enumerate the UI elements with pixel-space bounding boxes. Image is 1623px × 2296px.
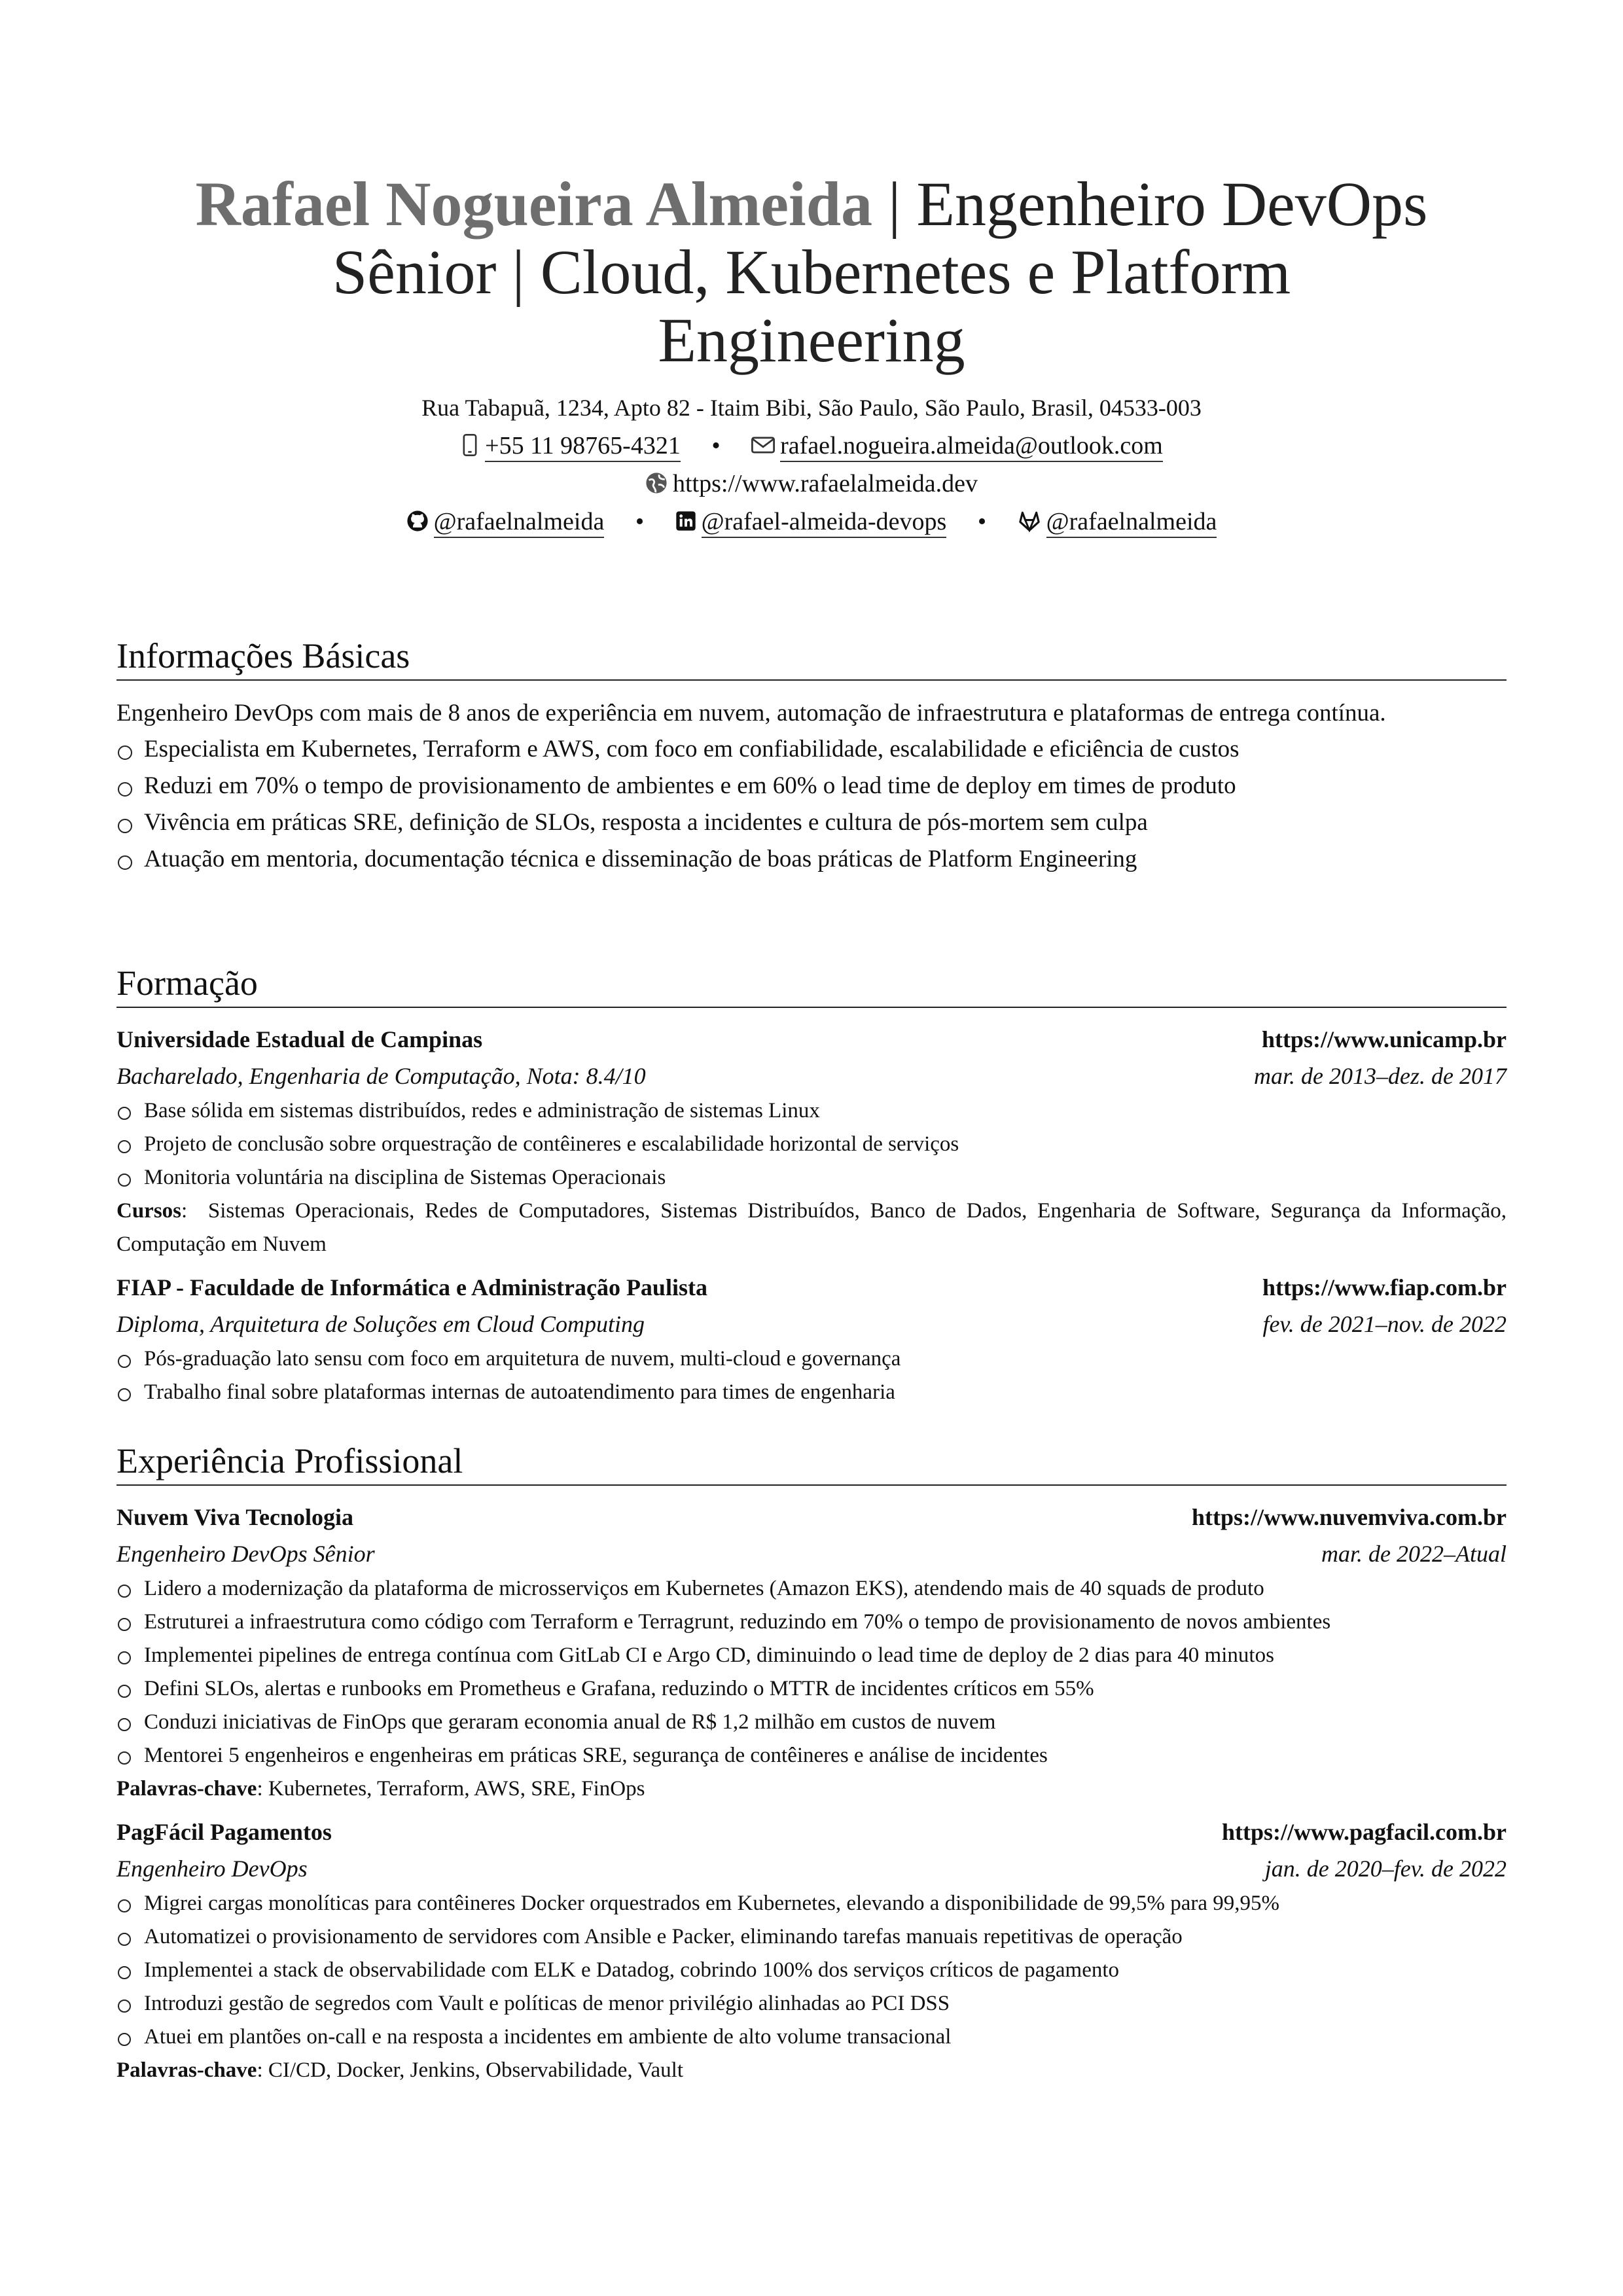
linkedin-icon bbox=[675, 510, 696, 532]
keywords-value: Kubernetes, Terraform, AWS, SRE, FinOps bbox=[268, 1777, 645, 1801]
candidate-name: Rafael Nogueira Almeida bbox=[195, 169, 873, 239]
date-range: mar. de 2022–Atual bbox=[1321, 1541, 1507, 1567]
company-name: Nuvem Viva Tecnologia bbox=[116, 1504, 354, 1530]
section-title: Formação bbox=[116, 962, 1507, 1008]
company-url[interactable]: https://www.pagfacil.com.br bbox=[1222, 1819, 1507, 1845]
degree: Diploma, Arquitetura de Soluções em Cloud Computing bbox=[116, 1311, 645, 1337]
keywords-label: Palavras-chave bbox=[116, 1777, 257, 1801]
email-link[interactable]: rafael.nogueira.almeida@outlook.com bbox=[780, 432, 1163, 462]
list-item: Conduzi iniciativas de FinOps que geraram economia anual de R$ 1,2 milhão em custos de nuvem bbox=[116, 1706, 1507, 1739]
date-range: fev. de 2021–nov. de 2022 bbox=[1262, 1311, 1507, 1337]
list-item: Vivência em práticas SRE, definição de SLOs, resposta a incidentes e cultura de pós-mortem sem culpa bbox=[116, 804, 1507, 841]
section-title: Informações Básicas bbox=[116, 635, 1507, 681]
contact-line-1 bbox=[0, 427, 1623, 465]
summary-text: Engenheiro DevOps com mais de 8 anos de experiência em nuvem, automação de infraestrutura e plataformas de entrega contínua. bbox=[116, 700, 1386, 726]
institution-name: Universidade Estadual de Campinas bbox=[116, 1026, 483, 1052]
institution-url[interactable]: https://www.unicamp.br bbox=[1261, 1026, 1507, 1052]
keywords-value: CI/CD, Docker, Jenkins, Observabilidade, Vault bbox=[268, 2058, 683, 2082]
list-item: Implementei a stack de observabilidade com ELK e Datadog, cobrindo 100% dos serviços críticos de pagamento bbox=[116, 1954, 1507, 1987]
experience-entry bbox=[116, 1814, 1507, 2087]
degree: Bacharelado, Engenharia de Computação, Nota: 8.4/10 bbox=[116, 1063, 646, 1089]
job-role: Engenheiro DevOps bbox=[116, 1856, 308, 1882]
institution-name: FIAP - Faculdade de Informática e Administração Paulista bbox=[116, 1274, 707, 1300]
list-item: Defini SLOs, alertas e runbooks em Prometheus e Grafana, reduzindo o MTTR de incidentes críticos em 55% bbox=[116, 1672, 1507, 1706]
list-item: Especialista em Kubernetes, Terraform e AWS, com foco em confiabilidade, escalabilidade e eficiência de custos bbox=[116, 731, 1507, 768]
keywords-label: Palavras-chave bbox=[116, 2058, 257, 2082]
section-basic-info bbox=[116, 635, 1507, 878]
address: Rua Tabapuã, 1234, Apto 82 - Itaim Bibi, São Paulo, São Paulo, Brasil, 04533-003 bbox=[421, 395, 1202, 421]
resume-header bbox=[0, 170, 1623, 541]
keywords: Palavras-chave: CI/CD, Docker, Jenkins, Observabilidade, Vault bbox=[116, 2058, 683, 2082]
contact-line-2 bbox=[0, 465, 1623, 503]
experience-bullets bbox=[116, 1572, 1507, 1772]
list-item: Atuei em plantões on-call e na resposta a incidentes em ambiente de alto volume transacional bbox=[116, 2020, 1507, 2054]
courses-label: Cursos bbox=[116, 1199, 182, 1223]
page-title bbox=[190, 170, 1433, 374]
list-item: Atuação em mentoria, documentação técnica e disseminação de boas práticas de Platform Engineering bbox=[116, 841, 1507, 878]
website-link[interactable]: https://www.rafaelalmeida.dev bbox=[672, 470, 978, 497]
education-bullets bbox=[116, 1342, 1507, 1409]
globe-icon bbox=[645, 472, 668, 494]
envelope-icon bbox=[751, 434, 775, 456]
education-entry bbox=[116, 1021, 1507, 1261]
section-title: Experiência Profissional bbox=[116, 1440, 1507, 1486]
phone-icon bbox=[460, 434, 480, 456]
section-experience bbox=[116, 1440, 1507, 2087]
list-item: Migrei cargas monolíticas para contêineres Docker orquestrados em Kubernetes, elevando a disponibilidade de 99,5% para 99,95% bbox=[116, 1887, 1507, 1920]
separator-dot: • bbox=[711, 432, 721, 459]
list-item: Introduzi gestão de segredos com Vault e políticas de menor privilégio alinhadas ao PCI DSS bbox=[116, 1987, 1507, 2020]
list-item: Reduzi em 70% o tempo de provisionamento de ambientes e em 60% o lead time de deploy em times de produto bbox=[116, 768, 1507, 804]
contact-line-3 bbox=[0, 503, 1623, 541]
list-item: Estruturei a infraestrutura como código com Terraform e Terragrunt, reduzindo em 70% o tempo de provisionamento de novos ambientes bbox=[116, 1605, 1507, 1639]
basic-bullets bbox=[116, 731, 1507, 878]
education-bullets bbox=[116, 1094, 1507, 1194]
list-item: Base sólida em sistemas distribuídos, redes e administração de sistemas Linux bbox=[116, 1094, 1507, 1128]
courses: Cursos: Sistemas Operacionais, Redes de Computadores, Sistemas Distribuídos, Banco de Dados, Engenharia de Software, Segurança da Informação, Computação em Nuvem bbox=[116, 1199, 1507, 1256]
list-item: Implementei pipelines de entrega contínua com GitLab CI e Argo CD, diminuindo o lead time de deploy de 2 dias para 40 minutos bbox=[116, 1639, 1507, 1672]
courses-value: Sistemas Operacionais, Redes de Computadores, Sistemas Distribuídos, Banco de Dados, Engenharia de Software, Segurança da Informação, Computação em Nuvem bbox=[116, 1199, 1507, 1256]
list-item: Automatizei o provisionamento de servidores com Ansible e Packer, eliminando tarefas manuais repetitivas de operação bbox=[116, 1920, 1507, 1954]
job-role: Engenheiro DevOps Sênior bbox=[116, 1541, 375, 1567]
date-range: mar. de 2013–dez. de 2017 bbox=[1254, 1063, 1507, 1089]
separator-dot: • bbox=[977, 508, 987, 535]
github-icon bbox=[406, 510, 429, 532]
institution-url[interactable]: https://www.fiap.com.br bbox=[1262, 1274, 1507, 1300]
list-item: Pós-graduação lato sensu com foco em arquitetura de nuvem, multi-cloud e governança bbox=[116, 1342, 1507, 1376]
candidate-headline: | Engenheiro DevOps Sênior | Cloud, Kubernetes e Platform Engineering bbox=[332, 169, 1428, 375]
date-range: jan. de 2020–fev. de 2022 bbox=[1264, 1856, 1507, 1882]
list-item: Monitoria voluntária na disciplina de Sistemas Operacionais bbox=[116, 1161, 1507, 1194]
company-name: PagFácil Pagamentos bbox=[116, 1819, 332, 1845]
github-link[interactable]: @rafaelnalmeida bbox=[434, 508, 605, 538]
experience-bullets bbox=[116, 1887, 1507, 2054]
experience-entry bbox=[116, 1499, 1507, 1806]
education-entry bbox=[116, 1269, 1507, 1409]
list-item: Lidero a modernização da plataforma de microsserviços em Kubernetes (Amazon EKS), atendendo mais de 40 squads de produto bbox=[116, 1572, 1507, 1605]
gitlab-link[interactable]: @rafaelnalmeida bbox=[1046, 508, 1217, 538]
list-item: Projeto de conclusão sobre orquestração de contêineres e escalabilidade horizontal de serviços bbox=[116, 1128, 1507, 1161]
keywords: Palavras-chave: Kubernetes, Terraform, AWS, SRE, FinOps bbox=[116, 1777, 645, 1801]
linkedin-link[interactable]: @rafael-almeida-devops bbox=[702, 508, 947, 538]
phone-link[interactable]: +55 11 98765-4321 bbox=[485, 432, 681, 462]
list-item: Mentorei 5 engenheiros e engenheiras em práticas SRE, segurança de contêineres e análise de incidentes bbox=[116, 1739, 1507, 1772]
section-education bbox=[116, 962, 1507, 1409]
company-url[interactable]: https://www.nuvemviva.com.br bbox=[1191, 1504, 1507, 1530]
list-item: Trabalho final sobre plataformas internas de autoatendimento para times de engenharia bbox=[116, 1376, 1507, 1409]
gitlab-icon bbox=[1018, 510, 1041, 532]
separator-dot: • bbox=[635, 508, 645, 535]
